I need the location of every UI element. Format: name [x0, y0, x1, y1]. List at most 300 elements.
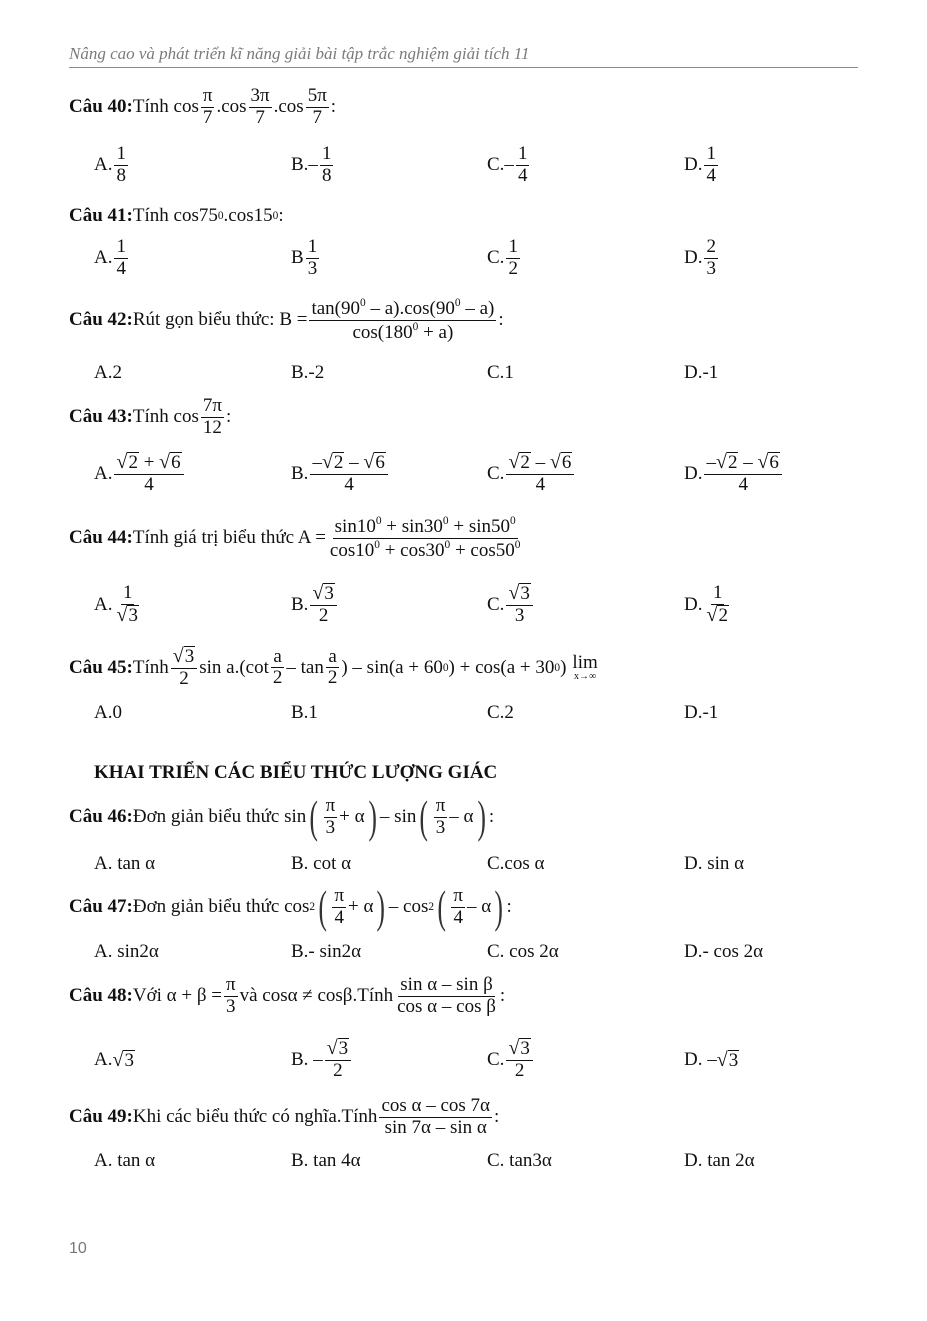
superscript: 0	[375, 514, 382, 527]
denominator	[317, 606, 331, 627]
superscript: 0	[374, 538, 380, 551]
numerator	[434, 796, 448, 818]
radicand: 3	[324, 583, 334, 605]
math-text: π	[325, 794, 336, 816]
square-root	[116, 452, 138, 474]
math-text: sin α – sin β	[400, 973, 493, 995]
math-text: 4	[344, 474, 354, 496]
fraction	[704, 237, 718, 280]
answer-option-A[interactable]	[94, 237, 130, 280]
answer-option-A[interactable]	[94, 583, 143, 627]
math-text: B.- sin2α	[291, 941, 362, 962]
answer-option-B[interactable]	[291, 1150, 361, 1172]
answer-option-D[interactable]	[684, 144, 720, 187]
question-label: Câu 47:	[69, 896, 133, 917]
math-text: 8	[116, 164, 126, 186]
math-text: B.-2	[291, 362, 325, 383]
math-text: C. tan3α	[487, 1150, 552, 1171]
math-text: +	[138, 452, 160, 474]
numerator	[704, 452, 781, 475]
math-text: :	[225, 406, 232, 427]
denominator	[506, 259, 520, 280]
radicand: 2	[718, 605, 728, 627]
radical-sign: √	[326, 1037, 338, 1060]
math-text: ) + cos(a + 30	[448, 656, 555, 678]
math-text: :	[499, 985, 506, 1006]
answer-option-D[interactable]	[684, 1049, 739, 1072]
numerator	[310, 452, 387, 475]
numerator	[451, 886, 465, 908]
answer-option-B[interactable]	[291, 702, 318, 724]
radicand: 6	[561, 452, 572, 474]
radicand: 6	[375, 452, 385, 474]
square-root	[550, 452, 572, 474]
square-root	[173, 646, 195, 668]
math-text: ) – sin(a + 60	[341, 656, 443, 678]
question-stem	[69, 396, 231, 439]
math-text: 2	[508, 257, 518, 279]
answer-option-B[interactable]	[291, 362, 324, 384]
answer-option-C[interactable]	[487, 237, 522, 280]
math-text: :	[488, 806, 495, 827]
math-text: 4	[116, 257, 126, 279]
radicand: 3	[124, 1049, 134, 1071]
numerator	[271, 647, 283, 669]
answer-option-A[interactable]	[94, 1150, 155, 1172]
page-number: 10	[69, 1240, 87, 1257]
math-text: D. tan 2α	[684, 1150, 755, 1171]
superscript: 2	[428, 901, 435, 913]
options-row	[0, 570, 927, 640]
math-text: 1	[706, 142, 716, 164]
header-rule	[69, 67, 858, 68]
square-root	[112, 1049, 134, 1072]
lim-text: lim	[572, 652, 598, 674]
radicand: 2	[520, 452, 530, 474]
math-text: 2	[706, 235, 716, 257]
superscript: 0	[412, 320, 419, 333]
answer-option-B[interactable]	[291, 941, 361, 963]
math-text: Với α + β =	[132, 985, 222, 1006]
fraction	[506, 237, 520, 280]
math-text: D.-1	[684, 362, 719, 383]
denominator	[704, 605, 730, 627]
left-paren: (	[437, 881, 446, 932]
answer-option-D[interactable]	[684, 941, 763, 963]
radical-sign: √	[363, 451, 375, 474]
math-text: 2	[179, 668, 189, 690]
math-text: )	[560, 656, 567, 678]
math-text: + sin30	[381, 515, 443, 537]
math-text: :	[498, 309, 504, 330]
math-text: sin 7α – sin α	[384, 1116, 487, 1138]
numerator	[506, 237, 520, 259]
superscript: 0	[514, 538, 521, 551]
numerator	[516, 144, 530, 166]
numerator	[249, 86, 272, 108]
answer-option-D[interactable]	[684, 452, 784, 496]
math-text: a	[328, 645, 337, 667]
fraction	[306, 86, 329, 129]
fraction	[704, 583, 730, 627]
math-text: Đơn giản biểu thức sin	[132, 806, 307, 827]
fraction	[224, 975, 238, 1018]
fraction	[114, 583, 140, 627]
denominator	[114, 605, 140, 627]
math-text: 1	[116, 142, 126, 164]
math-text: B. cot α	[291, 853, 352, 874]
math-text: 4	[535, 474, 546, 496]
radical-sign: √	[508, 451, 520, 474]
superscript: 2	[309, 901, 316, 913]
math-text: :	[494, 1106, 500, 1127]
radical-sign: √	[715, 451, 727, 474]
superscript: 0	[510, 514, 516, 527]
math-text: 1	[517, 142, 528, 164]
radical-sign: √	[172, 645, 184, 668]
answer-option-A[interactable]	[94, 1049, 135, 1072]
fraction	[325, 1038, 351, 1082]
math-text: 4	[706, 164, 716, 186]
math-text: 3	[706, 257, 716, 279]
answer-option-A[interactable]	[94, 362, 122, 384]
math-text: sin a.(cot	[199, 656, 269, 678]
numerator	[114, 237, 128, 259]
math-text: C.	[487, 462, 505, 484]
question-label: Câu 42:	[69, 309, 133, 330]
denominator	[310, 108, 324, 129]
square-root	[116, 605, 138, 627]
math-text: + a)	[418, 321, 454, 343]
radical-sign: √	[706, 603, 718, 626]
superscript: 0	[442, 514, 449, 527]
answer-option-B[interactable]	[291, 452, 390, 496]
radicand: 2	[727, 452, 738, 474]
answer-option-A[interactable]	[94, 941, 159, 963]
fraction	[201, 86, 215, 129]
math-text: 4	[738, 474, 748, 496]
math-text: Tính cos	[132, 96, 199, 117]
math-text: B	[291, 247, 304, 268]
math-text: tan(90	[311, 297, 361, 319]
math-text: + cos30	[379, 539, 445, 561]
radicand: 6	[171, 452, 181, 474]
radical-sign: √	[159, 451, 171, 474]
numerator	[114, 144, 128, 166]
answer-option-B[interactable]	[291, 144, 335, 187]
math-text: 8	[321, 164, 332, 186]
question-label: Câu 40:	[69, 96, 133, 117]
numerator	[506, 452, 574, 475]
denominator	[142, 475, 156, 496]
math-text: 2	[327, 667, 338, 689]
denominator	[513, 1061, 527, 1082]
math-text: –	[312, 452, 322, 474]
math-text: 12	[202, 416, 222, 438]
math-text: a	[273, 645, 282, 667]
numerator	[332, 886, 346, 908]
math-text: .cos	[216, 96, 247, 117]
question-stem	[69, 975, 505, 1018]
math-text: A.	[94, 1049, 113, 1070]
math-text: cos α – cos β	[397, 995, 496, 1017]
radical-sign: √	[549, 451, 561, 474]
math-text: 7π	[202, 394, 222, 416]
radical-sign: √	[116, 603, 128, 626]
math-text: B.	[291, 593, 309, 615]
fraction	[704, 144, 718, 187]
question-label: Câu 41:	[69, 205, 133, 226]
answer-option-C[interactable]	[487, 452, 576, 496]
radicand: 2	[128, 452, 138, 474]
math-text: 3	[226, 995, 236, 1017]
denominator	[328, 539, 523, 562]
radicand: 3	[728, 1049, 739, 1071]
answer-option-A[interactable]	[94, 144, 130, 187]
math-text: cos(180	[352, 321, 413, 343]
math-text: 7	[255, 106, 265, 128]
numerator	[320, 144, 334, 166]
math-text: 1	[508, 235, 518, 257]
math-text: π	[225, 973, 236, 995]
numerator	[309, 297, 496, 321]
math-text: cos10	[329, 539, 375, 561]
math-text: A.	[94, 154, 113, 175]
math-text: + α	[348, 896, 374, 917]
math-text: C.–	[487, 154, 514, 175]
question-stem	[69, 297, 504, 344]
math-text: –	[738, 452, 758, 474]
question-label: Câu 46:	[69, 806, 133, 827]
square-root	[706, 605, 728, 627]
page-header: Nâng cao và phát triển kĩ năng giải bài tập trắc nghiệm giải tích 11	[69, 44, 530, 63]
math-text: –	[530, 452, 550, 474]
denominator	[736, 475, 750, 496]
denominator	[224, 997, 238, 1018]
square-root	[312, 583, 334, 605]
answer-option-C[interactable]	[487, 144, 531, 187]
math-text: D.- cos 2α	[684, 941, 764, 962]
math-text: 3	[307, 257, 318, 279]
math-text: A. sin2α	[94, 941, 159, 962]
fraction	[310, 583, 336, 627]
question-label: Câu 43:	[69, 406, 133, 427]
math-text: B.	[291, 462, 309, 484]
answer-option-A[interactable]	[94, 702, 122, 724]
math-text: A. tan α	[94, 853, 156, 874]
fraction	[309, 297, 496, 344]
answer-option-C[interactable]	[487, 702, 514, 724]
answer-option-B[interactable]	[291, 583, 339, 627]
math-text: – sin	[379, 806, 417, 827]
answer-option-D[interactable]	[684, 237, 720, 280]
right-paren: )	[368, 791, 377, 842]
answer-option-D[interactable]	[684, 362, 718, 384]
square-root	[716, 452, 738, 474]
math-text: C.	[487, 247, 505, 268]
math-text: D.	[684, 154, 703, 175]
denominator	[704, 259, 718, 280]
math-text: 1	[321, 142, 332, 164]
numerator	[201, 86, 215, 108]
fraction	[506, 452, 574, 496]
math-text: C.	[487, 593, 505, 615]
answer-option-C[interactable]	[487, 1150, 552, 1172]
numerator	[506, 1038, 532, 1061]
numerator	[171, 646, 197, 669]
answer-option-A[interactable]	[94, 452, 186, 496]
math-text: Đơn giản biểu thức cos	[132, 896, 310, 917]
radicand: 3	[128, 605, 138, 627]
denominator	[114, 259, 128, 280]
math-text: 3	[435, 816, 446, 838]
fraction	[395, 975, 498, 1018]
answer-option-D[interactable]	[684, 1150, 755, 1172]
numerator	[398, 975, 494, 997]
options-row	[0, 678, 927, 748]
denominator	[253, 108, 267, 129]
numerator	[310, 583, 336, 606]
math-text: 2	[318, 605, 329, 627]
numerator	[114, 452, 183, 475]
question-label: Câu 49:	[69, 1106, 133, 1127]
math-text: 3	[514, 605, 525, 627]
denominator	[201, 108, 215, 129]
denominator	[331, 1061, 345, 1082]
superscript: 0	[554, 661, 561, 674]
answer-option-B[interactable]	[291, 237, 321, 280]
denominator	[306, 259, 320, 280]
math-text: 1	[116, 235, 126, 257]
math-text: và cosα ≠ cosβ.Tính	[239, 985, 394, 1006]
math-text: D.-1	[684, 702, 719, 723]
math-text: + sin50	[448, 515, 511, 537]
radicand: 2	[333, 452, 344, 474]
math-text: – α	[466, 896, 492, 917]
question-stem	[69, 86, 336, 129]
lim-subscript: x→∞	[574, 671, 597, 683]
math-text: 4	[517, 164, 528, 186]
right-paren: )	[376, 881, 386, 932]
math-text: 4	[334, 906, 344, 928]
answer-option-C[interactable]	[487, 583, 535, 627]
denominator	[201, 418, 224, 439]
fraction	[320, 144, 334, 187]
math-text: A.	[94, 593, 113, 615]
question-row	[0, 503, 927, 573]
math-text: A.	[94, 462, 113, 484]
superscript: 0	[217, 210, 224, 222]
numerator	[711, 583, 725, 605]
answer-option-C[interactable]	[487, 941, 559, 963]
math-text: D.	[684, 462, 703, 484]
math-text: C.2	[487, 702, 514, 723]
math-text: Tính	[132, 656, 169, 678]
math-text: – a)	[460, 297, 495, 319]
answer-option-C[interactable]	[487, 1038, 535, 1082]
answer-option-D[interactable]	[684, 583, 733, 627]
radical-sign: √	[716, 1048, 728, 1071]
radicand: 3	[184, 646, 195, 668]
math-text: B. tan 4α	[291, 1150, 361, 1171]
numerator	[704, 144, 718, 166]
math-text: –	[706, 452, 716, 474]
numerator	[324, 796, 338, 818]
fraction	[114, 237, 128, 280]
math-text: B.1	[291, 702, 318, 723]
math-text: C.	[487, 1048, 505, 1070]
numerator	[121, 583, 135, 605]
math-text: D. sin α	[684, 853, 745, 874]
math-text: A.	[94, 247, 113, 268]
math-text: 2	[272, 667, 283, 689]
math-text: B. –	[291, 1048, 323, 1070]
question-label: Câu 48:	[69, 985, 133, 1006]
answer-option-B[interactable]	[291, 1038, 353, 1082]
math-text: 1	[307, 235, 318, 257]
radicand: 3	[338, 1038, 349, 1060]
numerator	[326, 647, 338, 669]
fraction	[201, 396, 224, 439]
math-text: .cos15	[223, 205, 273, 226]
math-text: Tính cos	[132, 406, 199, 427]
math-text: Rút gọn biểu thức: B =	[132, 309, 308, 330]
math-text: 2	[514, 1060, 525, 1082]
options-row	[0, 439, 927, 509]
math-text: :	[278, 205, 284, 226]
options-row	[0, 223, 927, 293]
answer-option-D[interactable]	[684, 702, 718, 724]
numerator	[306, 237, 320, 259]
right-paren: )	[494, 881, 504, 932]
math-text: + cos50	[450, 539, 515, 561]
numerator	[704, 237, 718, 259]
fraction	[249, 86, 272, 129]
answer-option-C[interactable]	[487, 362, 514, 384]
math-text: sin10	[334, 515, 376, 537]
superscript: 0	[272, 210, 279, 222]
square-root	[508, 452, 530, 474]
math-text: –	[344, 452, 364, 474]
math-text: 1	[122, 582, 133, 604]
left-paren: (	[309, 791, 319, 842]
math-text: – a).cos(90	[365, 297, 455, 319]
question-label: Câu 45:	[69, 656, 133, 678]
math-text: – tan	[286, 656, 324, 678]
fraction	[704, 452, 781, 496]
question-label: Câu 44:	[69, 527, 133, 548]
math-text: 4	[453, 906, 463, 928]
fraction	[506, 583, 532, 627]
math-text: A.2	[94, 362, 122, 383]
radical-sign: √	[321, 451, 333, 474]
square-root	[717, 1049, 739, 1072]
denominator	[342, 475, 356, 496]
left-paren: (	[318, 881, 327, 932]
math-text: 4	[144, 474, 154, 496]
math-text: 3	[325, 816, 336, 838]
numerator	[224, 975, 238, 997]
math-text: C.1	[487, 362, 514, 383]
math-text: – cos	[388, 896, 429, 917]
radicand: 3	[520, 583, 530, 605]
math-text: π	[435, 794, 446, 816]
radical-sign: √	[116, 451, 128, 474]
numerator	[333, 515, 518, 539]
radical-sign: √	[508, 1037, 520, 1060]
square-root	[159, 452, 181, 474]
math-text: A. tan α	[94, 1150, 156, 1171]
